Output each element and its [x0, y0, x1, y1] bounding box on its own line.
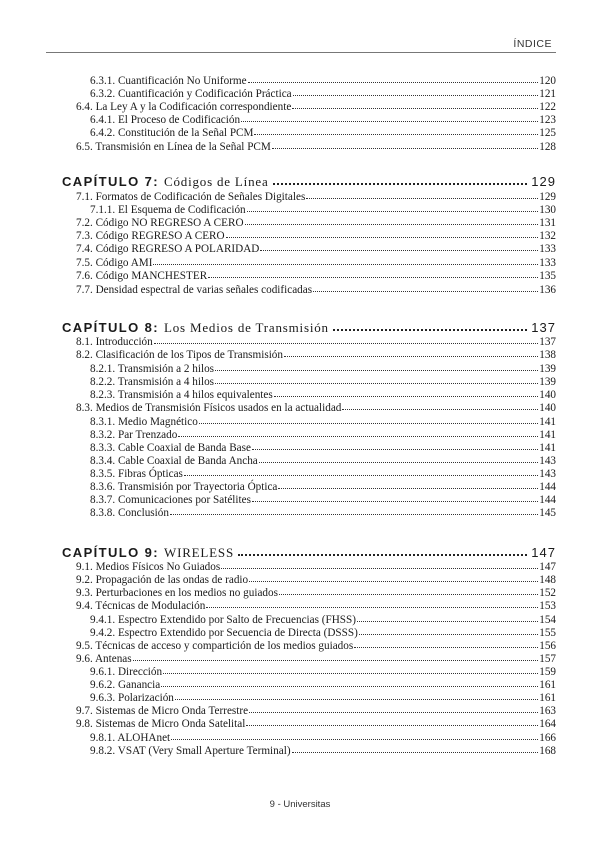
toc-entry	[62, 74, 556, 87]
dot-leader	[333, 320, 527, 332]
dot-leader	[206, 599, 538, 609]
entry-title: 6.4.1. El Proceso de Codificación	[90, 114, 241, 126]
page-number: 137	[539, 336, 556, 348]
page-number: 147	[531, 545, 556, 560]
entry-title: 8.3.4. Cable Coaxial de Banda Ancha	[90, 455, 258, 467]
dot-leader	[170, 506, 538, 516]
dot-leader	[313, 283, 538, 293]
toc-entry	[62, 113, 556, 126]
page-number: 161	[539, 679, 556, 691]
entry-title: 9.8.1. ALOHAnet	[90, 732, 171, 744]
entry-title: 9.8.2. VSAT (Very Small Aperture Terminal)	[90, 745, 291, 757]
page-header	[0, 36, 600, 56]
chapter-label: CAPÍTULO 8:	[62, 320, 160, 335]
page-footer: 9 - Universitas	[269, 799, 331, 810]
header-label: ÍNDICE	[513, 38, 552, 50]
dot-leader	[248, 74, 539, 84]
toc-entry	[62, 362, 556, 375]
entry-title: 8.2. Clasificación de los Tipos de Transmisión	[76, 349, 283, 361]
entry-title: 9.8. Sistemas de Micro Onda Satelital	[76, 718, 246, 730]
toc-entry	[62, 401, 556, 414]
entry-title: 8.2.1. Transmisión a 2 hilos	[90, 363, 215, 375]
entry-title: 9.4.2. Espectro Extendido por Secuencia de Directa (DSSS)	[90, 627, 358, 639]
toc-entry	[62, 704, 556, 717]
toc-entry	[62, 348, 556, 361]
entry-title: 9.6.1. Dirección	[90, 666, 163, 678]
dot-leader	[247, 203, 539, 213]
dot-leader	[161, 678, 538, 688]
dot-leader	[153, 256, 538, 266]
entry-title: 8.3.2. Par Trenzado	[90, 429, 178, 441]
entry-title: 6.3.2. Cuantificación y Codificación Práctica	[90, 88, 292, 100]
chapter-heading	[62, 320, 556, 336]
toc-entry	[62, 216, 556, 229]
page-number: 136	[539, 284, 556, 296]
toc-entry	[62, 599, 556, 612]
entry-title: 8.3.5. Fibras Ópticas	[90, 468, 183, 480]
entry-title: 9.3. Perturbaciones en los medios no guiados	[76, 587, 278, 599]
entry-title: 7.7. Densidad espectral de varias señales codificadas	[76, 284, 313, 296]
toc-entry	[62, 586, 556, 599]
entry-title: 8.3.6. Transmisión por Trayectoria Óptica	[90, 481, 278, 493]
toc-entry	[62, 229, 556, 242]
dot-leader	[208, 269, 538, 279]
toc-entry	[62, 652, 556, 665]
dot-leader	[226, 229, 539, 239]
page-number: 137	[531, 320, 556, 335]
toc-entry	[62, 375, 556, 388]
dot-leader	[357, 613, 538, 623]
page-number: 139	[539, 376, 556, 388]
entry-title: 8.3.1. Medio Magnético	[90, 416, 198, 428]
toc-entry	[62, 744, 556, 757]
dot-leader	[260, 242, 538, 252]
entry-title: 9.7. Sistemas de Micro Onda Terrestre	[76, 705, 249, 717]
toc-entry	[62, 626, 556, 639]
dot-leader	[133, 652, 539, 662]
page-number: 157	[539, 653, 556, 665]
dot-leader	[293, 87, 539, 97]
page-number: 148	[539, 574, 556, 586]
toc-entry	[62, 731, 556, 744]
toc-entry	[62, 269, 556, 282]
toc-entry	[62, 242, 556, 255]
toc-entry	[62, 126, 556, 139]
page-number: 153	[539, 600, 556, 612]
toc-entry	[62, 480, 556, 493]
toc-entry	[62, 140, 556, 153]
page-number: 120	[539, 75, 556, 87]
entry-title: 9.6.2. Ganancia	[90, 679, 161, 691]
toc-entry	[62, 573, 556, 586]
header-rule	[46, 52, 556, 53]
dot-leader	[292, 744, 539, 754]
entry-title: 9.4. Técnicas de Modulación	[76, 600, 206, 612]
page-number: 129	[539, 191, 556, 203]
dot-leader	[342, 401, 538, 411]
page-number: 144	[539, 494, 556, 506]
dot-leader	[246, 717, 538, 727]
entry-title: 8.1. Introducción	[76, 336, 153, 348]
dot-leader	[249, 573, 538, 583]
page-number: 138	[539, 349, 556, 361]
toc-entry	[62, 613, 556, 626]
dot-leader	[245, 216, 539, 226]
page-number: 125	[539, 127, 556, 139]
toc-entry	[62, 283, 556, 296]
entry-title: 7.2. Código NO REGRESO A CERO	[76, 217, 244, 229]
entry-title: 9.2. Propagación de las ondas de radio	[76, 574, 249, 586]
dot-leader	[221, 560, 538, 570]
toc-entry	[62, 560, 556, 573]
page-number: 161	[539, 692, 556, 704]
page-number: 159	[539, 666, 556, 678]
toc-entry	[62, 665, 556, 678]
page-number: 164	[539, 718, 556, 730]
entry-title: 6.4.2. Constitución de la Señal PCM	[90, 127, 254, 139]
entry-title: 8.3.8. Conclusión	[90, 507, 169, 519]
dot-leader	[171, 731, 538, 741]
dot-leader	[272, 140, 538, 150]
page-number: 143	[539, 455, 556, 467]
page-number: 128	[539, 141, 556, 153]
toc-entry	[62, 493, 556, 506]
page-number: 133	[539, 257, 556, 269]
entry-title: 9.6. Antenas	[76, 653, 132, 665]
toc-entry	[62, 717, 556, 730]
dot-leader	[279, 586, 538, 596]
dot-leader	[249, 704, 538, 714]
page-number: 141	[539, 416, 556, 428]
dot-leader	[163, 665, 538, 675]
entry-title: 7.3. Código REGRESO A CERO	[76, 230, 225, 242]
toc-entry	[62, 415, 556, 428]
page-number: 140	[539, 389, 556, 401]
page-number: 141	[539, 429, 556, 441]
entry-title: 6.4. La Ley A y la Codificación correspondiente	[76, 101, 292, 113]
chapter-title: Los Medios de Transmisión	[164, 320, 329, 335]
entry-title: 8.3. Medios de Transmisión Físicos usados en la actualidad	[76, 402, 342, 414]
entry-title: 8.2.3. Transmisión a 4 hilos equivalentes	[90, 389, 273, 401]
dot-leader	[254, 126, 538, 136]
toc-entry	[62, 100, 556, 113]
page-number: 152	[539, 587, 556, 599]
page-number: 129	[531, 174, 556, 189]
entry-title: 6.3.1. Cuantificación No Uniforme	[90, 75, 247, 87]
dot-leader	[292, 100, 538, 110]
dot-leader	[215, 375, 538, 385]
entry-title: 8.3.3. Cable Coaxial de Banda Base	[90, 442, 251, 454]
page-number: 144	[539, 481, 556, 493]
dot-leader	[199, 415, 538, 425]
page-number: 155	[539, 627, 556, 639]
toc-entry	[62, 190, 556, 203]
chapter-heading	[62, 174, 556, 190]
entry-title: 9.6.3. Polarización	[90, 692, 174, 704]
dot-leader	[178, 428, 538, 438]
chapter-label: CAPÍTULO 9:	[62, 545, 160, 560]
entry-title: 7.5. Código AMI	[76, 257, 153, 269]
page-number: 140	[539, 402, 556, 414]
toc-entry	[62, 506, 556, 519]
page-number: 163	[539, 705, 556, 717]
toc-entry	[62, 454, 556, 467]
toc-entry	[62, 441, 556, 454]
toc-entry	[62, 256, 556, 269]
dot-leader	[273, 174, 528, 186]
page-number: 130	[539, 204, 556, 216]
dot-leader	[278, 480, 538, 490]
dot-leader	[359, 626, 538, 636]
toc-entry	[62, 678, 556, 691]
page-number: 131	[539, 217, 556, 229]
dot-leader	[238, 545, 527, 557]
page-number: 135	[539, 270, 556, 282]
dot-leader	[252, 441, 538, 451]
page-number: 154	[539, 614, 556, 626]
dot-leader	[252, 493, 538, 503]
page-number: 123	[539, 114, 556, 126]
page-number: 139	[539, 363, 556, 375]
dot-leader	[274, 388, 538, 398]
dot-leader	[259, 454, 538, 464]
toc-entry	[62, 388, 556, 401]
dot-leader	[154, 335, 538, 345]
dot-leader	[184, 467, 538, 477]
entry-title: 9.1. Medios Físicos No Guiados	[76, 561, 221, 573]
entry-title: 9.4.1. Espectro Extendido por Salto de Frecuencias (FHSS)	[90, 614, 356, 626]
page-number: 122	[539, 101, 556, 113]
entry-title: 9.5. Técnicas de acceso y compartición de los medios guiados	[76, 640, 354, 652]
page-number: 145	[539, 507, 556, 519]
chapter-heading	[62, 545, 556, 561]
toc-entry	[62, 691, 556, 704]
dot-leader	[241, 113, 538, 123]
dot-leader	[175, 691, 538, 701]
page-number: 166	[539, 732, 556, 744]
page-number: 121	[539, 88, 556, 100]
page-number: 141	[539, 442, 556, 454]
page-number: 132	[539, 230, 556, 242]
toc-entry	[62, 203, 556, 216]
dot-leader	[306, 190, 538, 200]
toc-entry	[62, 467, 556, 480]
page-number: 147	[539, 561, 556, 573]
dot-leader	[215, 362, 538, 372]
entry-title: 7.4. Código REGRESO A POLARIDAD	[76, 243, 260, 255]
toc-entry	[62, 428, 556, 441]
toc-entry	[62, 639, 556, 652]
dot-leader	[284, 348, 538, 358]
page-number: 143	[539, 468, 556, 480]
toc-entry	[62, 87, 556, 100]
entry-title: 7.1. Formatos de Codificación de Señales Digitales	[76, 191, 306, 203]
entry-title: 6.5. Transmisión en Línea de la Señal PCM	[76, 141, 271, 153]
toc-entry	[62, 335, 556, 348]
chapter-label: CAPÍTULO 7:	[62, 174, 160, 189]
page-number: 168	[539, 745, 556, 757]
page-number: 156	[539, 640, 556, 652]
entry-title: 7.1.1. El Esquema de Codificación	[90, 204, 246, 216]
entry-title: 8.3.7. Comunicaciones por Satélites	[90, 494, 251, 506]
chapter-title: WIRELESS	[164, 545, 234, 560]
dot-leader	[354, 639, 538, 649]
entry-title: 8.2.2. Transmisión a 4 hilos	[90, 376, 215, 388]
chapter-title: Códigos de Línea	[164, 174, 269, 189]
page-number: 133	[539, 243, 556, 255]
entry-title: 7.6. Código MANCHESTER	[76, 270, 208, 282]
